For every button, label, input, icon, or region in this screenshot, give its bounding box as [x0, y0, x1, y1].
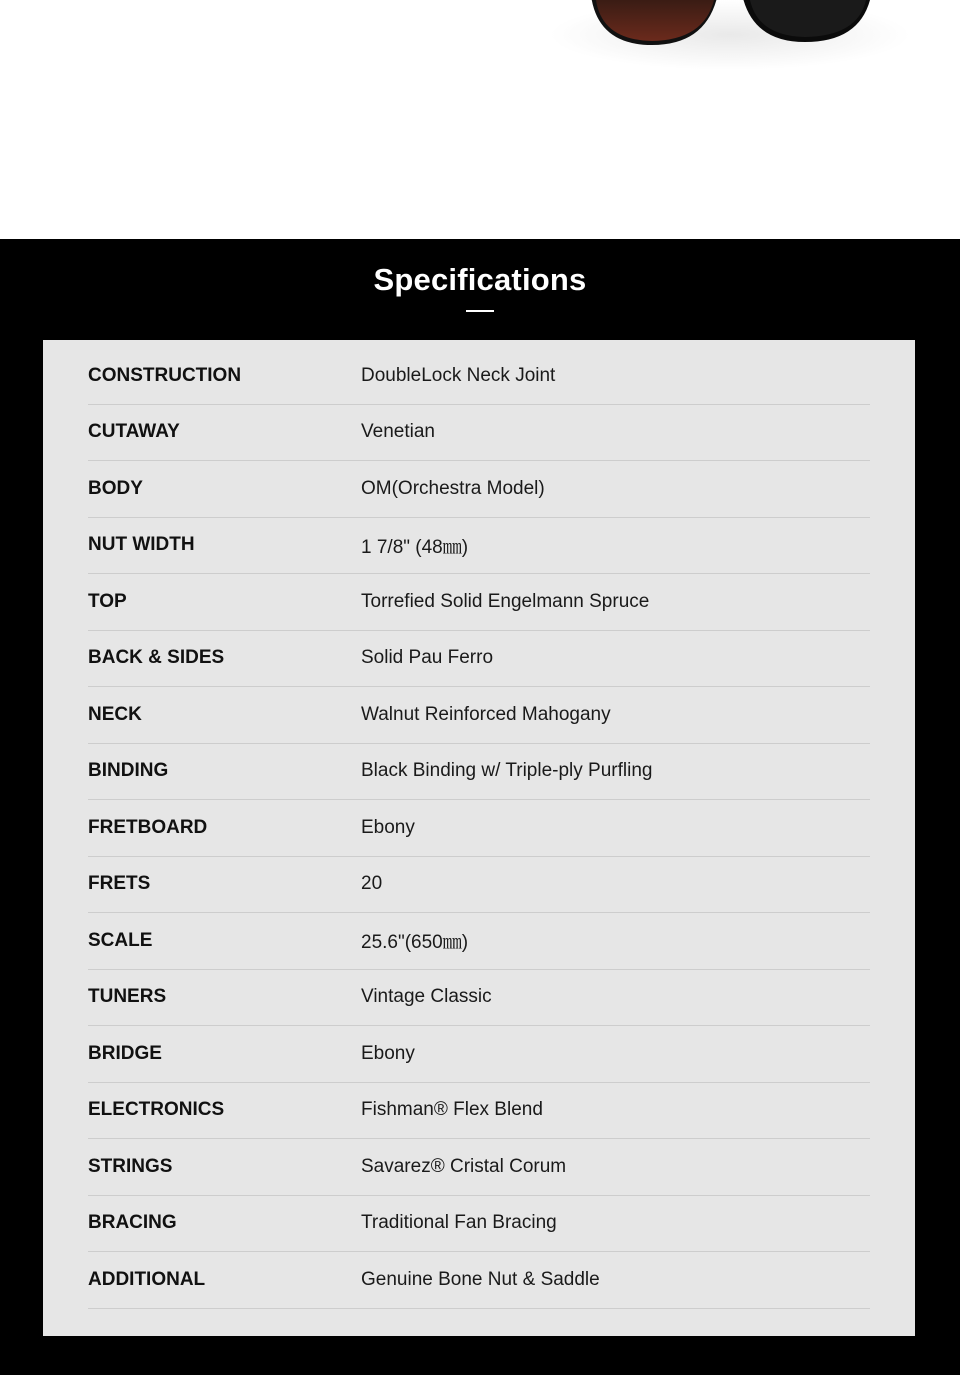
specifications-table — [43, 340, 915, 1336]
spec-row — [88, 405, 870, 462]
spec-value: DoubleLock Neck Joint — [361, 364, 556, 386]
product-image-area — [0, 0, 960, 239]
spec-value: Genuine Bone Nut & Saddle — [361, 1268, 600, 1290]
spec-value: Ebony — [361, 1042, 415, 1064]
spec-row — [88, 1252, 870, 1309]
spec-value: 25.6"(650㎜) — [361, 932, 469, 954]
spec-label: SCALE — [88, 929, 153, 951]
spec-label: TUNERS — [88, 986, 167, 1008]
spec-row — [88, 518, 870, 575]
spec-value: Traditional Fan Bracing — [361, 1212, 557, 1234]
spec-label: CUTAWAY — [88, 421, 180, 443]
spec-label: ELECTRONICS — [88, 1099, 225, 1121]
spec-row — [88, 744, 870, 801]
spec-row — [88, 348, 870, 405]
spec-list — [88, 348, 870, 1309]
spec-row — [88, 1026, 870, 1083]
spec-value: Ebony — [361, 816, 415, 838]
spec-label: BODY — [88, 477, 143, 499]
spec-row — [88, 800, 870, 857]
spec-label: ADDITIONAL — [88, 1268, 206, 1290]
spec-row — [88, 857, 870, 914]
spec-row — [88, 461, 870, 518]
heading-underline — [466, 310, 494, 312]
spec-value: Black Binding w/ Triple-ply Purfling — [361, 760, 653, 782]
spec-value: 1 7/8" (48㎜) — [361, 536, 469, 558]
spec-label: BRACING — [88, 1212, 177, 1234]
spec-row — [88, 687, 870, 744]
spec-row — [88, 574, 870, 631]
spec-label: STRINGS — [88, 1155, 173, 1177]
spec-value: OM(Orchestra Model) — [361, 477, 545, 499]
spec-row — [88, 970, 870, 1027]
spec-label: BACK & SIDES — [88, 647, 225, 669]
spec-value: Walnut Reinforced Mahogany — [361, 703, 611, 725]
spec-label: FRETS — [88, 873, 151, 895]
spec-value: Savarez® Cristal Corum — [361, 1155, 567, 1177]
spec-label: NECK — [88, 703, 142, 725]
spec-row — [88, 913, 870, 970]
spec-value: Venetian — [361, 421, 435, 443]
spec-value: Vintage Classic — [361, 986, 492, 1008]
spec-value: Solid Pau Ferro — [361, 647, 494, 669]
spec-value: Torrefied Solid Engelmann Spruce — [361, 590, 650, 612]
spec-label: BRIDGE — [88, 1042, 162, 1064]
spec-label: CONSTRUCTION — [88, 364, 242, 386]
spec-label: NUT WIDTH — [88, 534, 195, 556]
spec-value: Fishman® Flex Blend — [361, 1099, 543, 1121]
spec-row — [88, 1083, 870, 1140]
guitar-product-image — [540, 0, 920, 70]
spec-row — [88, 631, 870, 688]
spec-row — [88, 1139, 870, 1196]
spec-label: FRETBOARD — [88, 816, 208, 838]
spec-value: 20 — [361, 873, 383, 895]
spec-row — [88, 1196, 870, 1253]
spec-label: TOP — [88, 590, 127, 612]
specifications-heading: Specifications — [373, 262, 587, 297]
spec-label: BINDING — [88, 760, 169, 782]
